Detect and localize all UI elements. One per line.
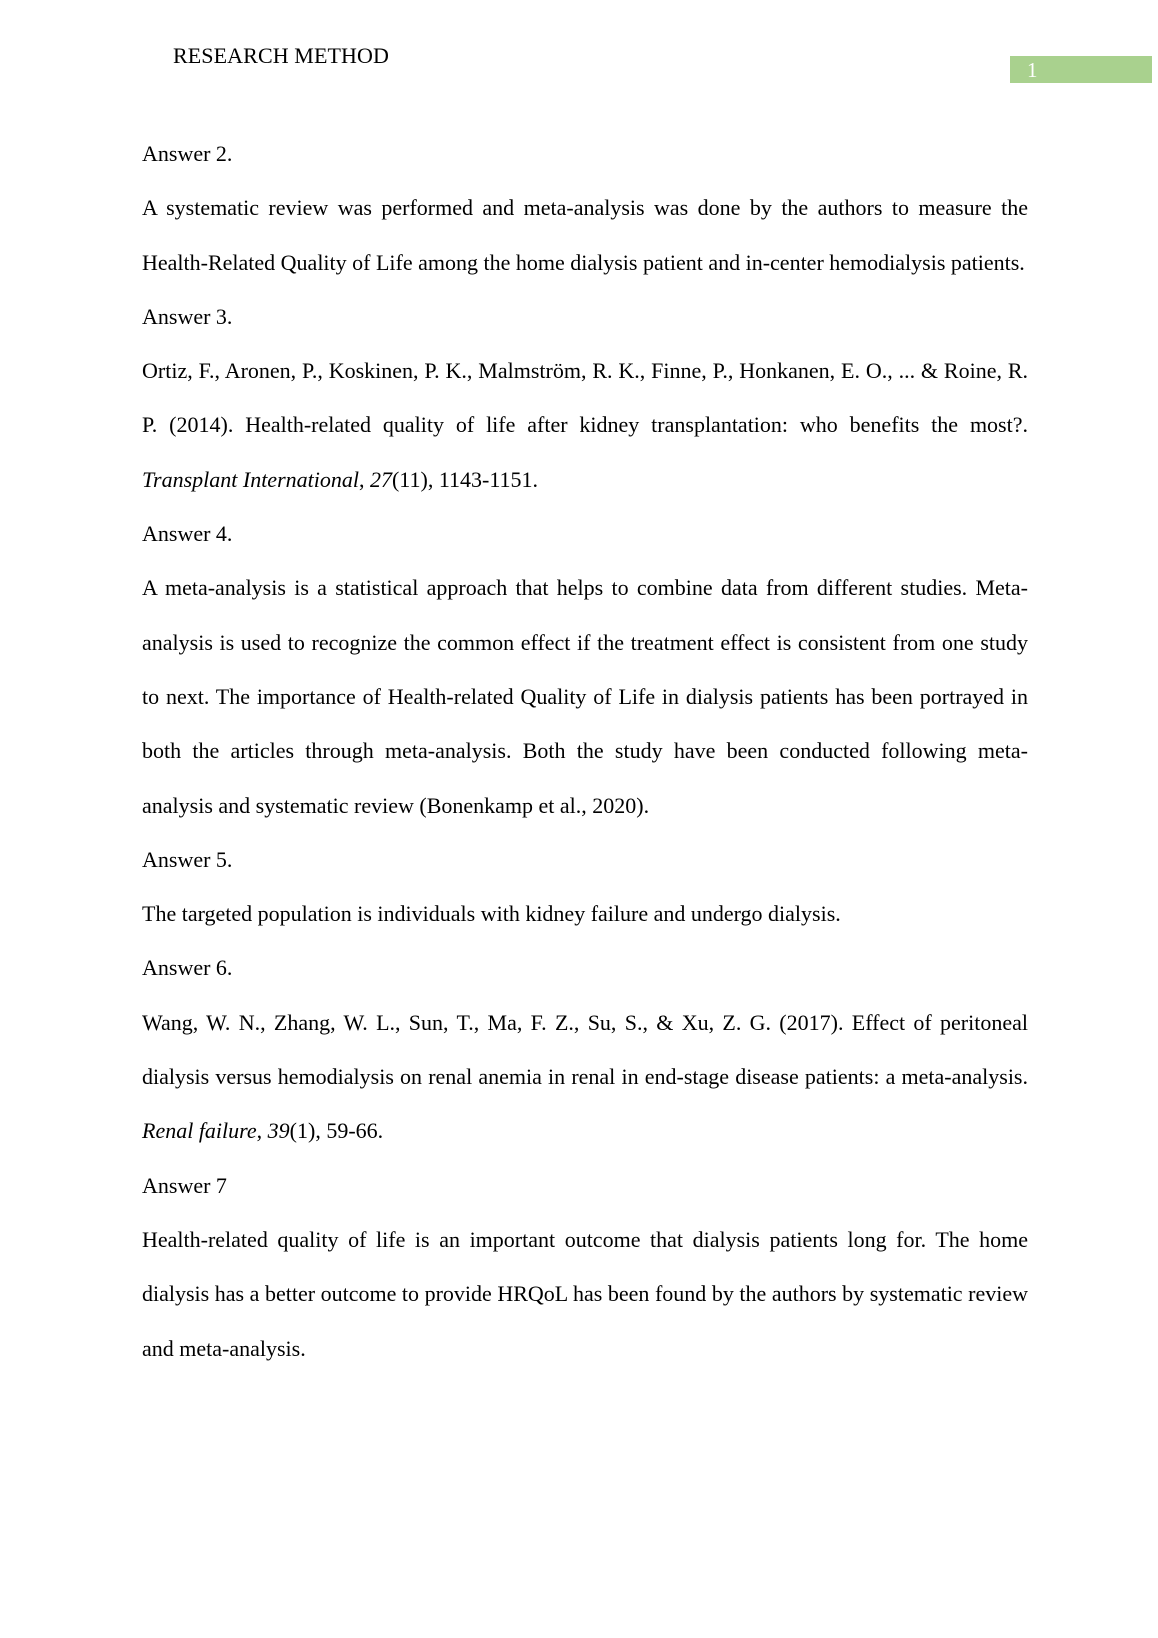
answer-6-heading: Answer 6. [142, 955, 233, 981]
page-number: 1 [1027, 58, 1038, 82]
journal-volume: 39 [267, 1118, 290, 1144]
journal-title: Transplant International [142, 466, 359, 492]
answer-7-heading: Answer 7 [142, 1172, 227, 1198]
document-body [142, 127, 1028, 1376]
reference-tail: (11), 1143-1151. [391, 466, 539, 492]
answer-3-reference [142, 344, 1028, 507]
answer-5-text: The targeted population is individuals with kidney failure and undergo dialysis. [142, 901, 841, 927]
journal-title: Renal failure [142, 1118, 257, 1144]
reference-lead: Wang, W. N., Zhang, W. L., Sun, T., Ma, F. Z., Su, S., & Xu, Z. G. (2017). Effect of peritoneal dialysis versus hemodialysis on renal anemia in renal in end-stage disease patients: a meta-analysis. [142, 1009, 1028, 1090]
answer-2-heading: Answer 2. [142, 141, 233, 166]
answer-7-text: Health-related quality of life is an important outcome that dialysis patients long for. The home dialysis has a better outcome to provide HRQoL has been found by the authors by systematic review and meta-analysis. [142, 1226, 1028, 1361]
reference-separator: , [358, 466, 370, 492]
answer-4-text: A meta-analysis is a statistical approach that helps to combine data from different studies. Meta-analysis is used to recognize the common effect if the treatment effect is consistent from one study to next. The importance of Health-related Quality of Life in dialysis patients has been portrayed in both the articles through meta-analysis. Both the study have been conducted following meta-analysis and systematic review (Bonenkamp et al., 2020). [142, 575, 1028, 818]
running-head: RESEARCH METHOD [173, 43, 390, 68]
page-number-badge [1010, 56, 1152, 83]
reference-tail: (1), 59-66. [289, 1118, 384, 1144]
answer-5-heading: Answer 5. [142, 846, 233, 872]
answer-6-reference [142, 996, 1028, 1159]
reference-separator: , [256, 1118, 268, 1144]
answer-2-text: A systematic review was performed and meta-analysis was done by the authors to measure the Health-Related Quality of Life among the home dialysis patient and in-center hemodialysis patients. [142, 195, 1028, 275]
answer-3-heading: Answer 3. [142, 303, 233, 329]
journal-volume: 27 [369, 466, 392, 492]
reference-lead: Ortiz, F., Aronen, P., Koskinen, P. K., Malmström, R. K., Finne, P., Honkanen, E. O., ... & Roine, R. P. (2014). Health-related quality of life after kidney transplantation: who benefits the most?. [142, 358, 1028, 438]
answer-4-heading: Answer 4. [142, 521, 233, 547]
